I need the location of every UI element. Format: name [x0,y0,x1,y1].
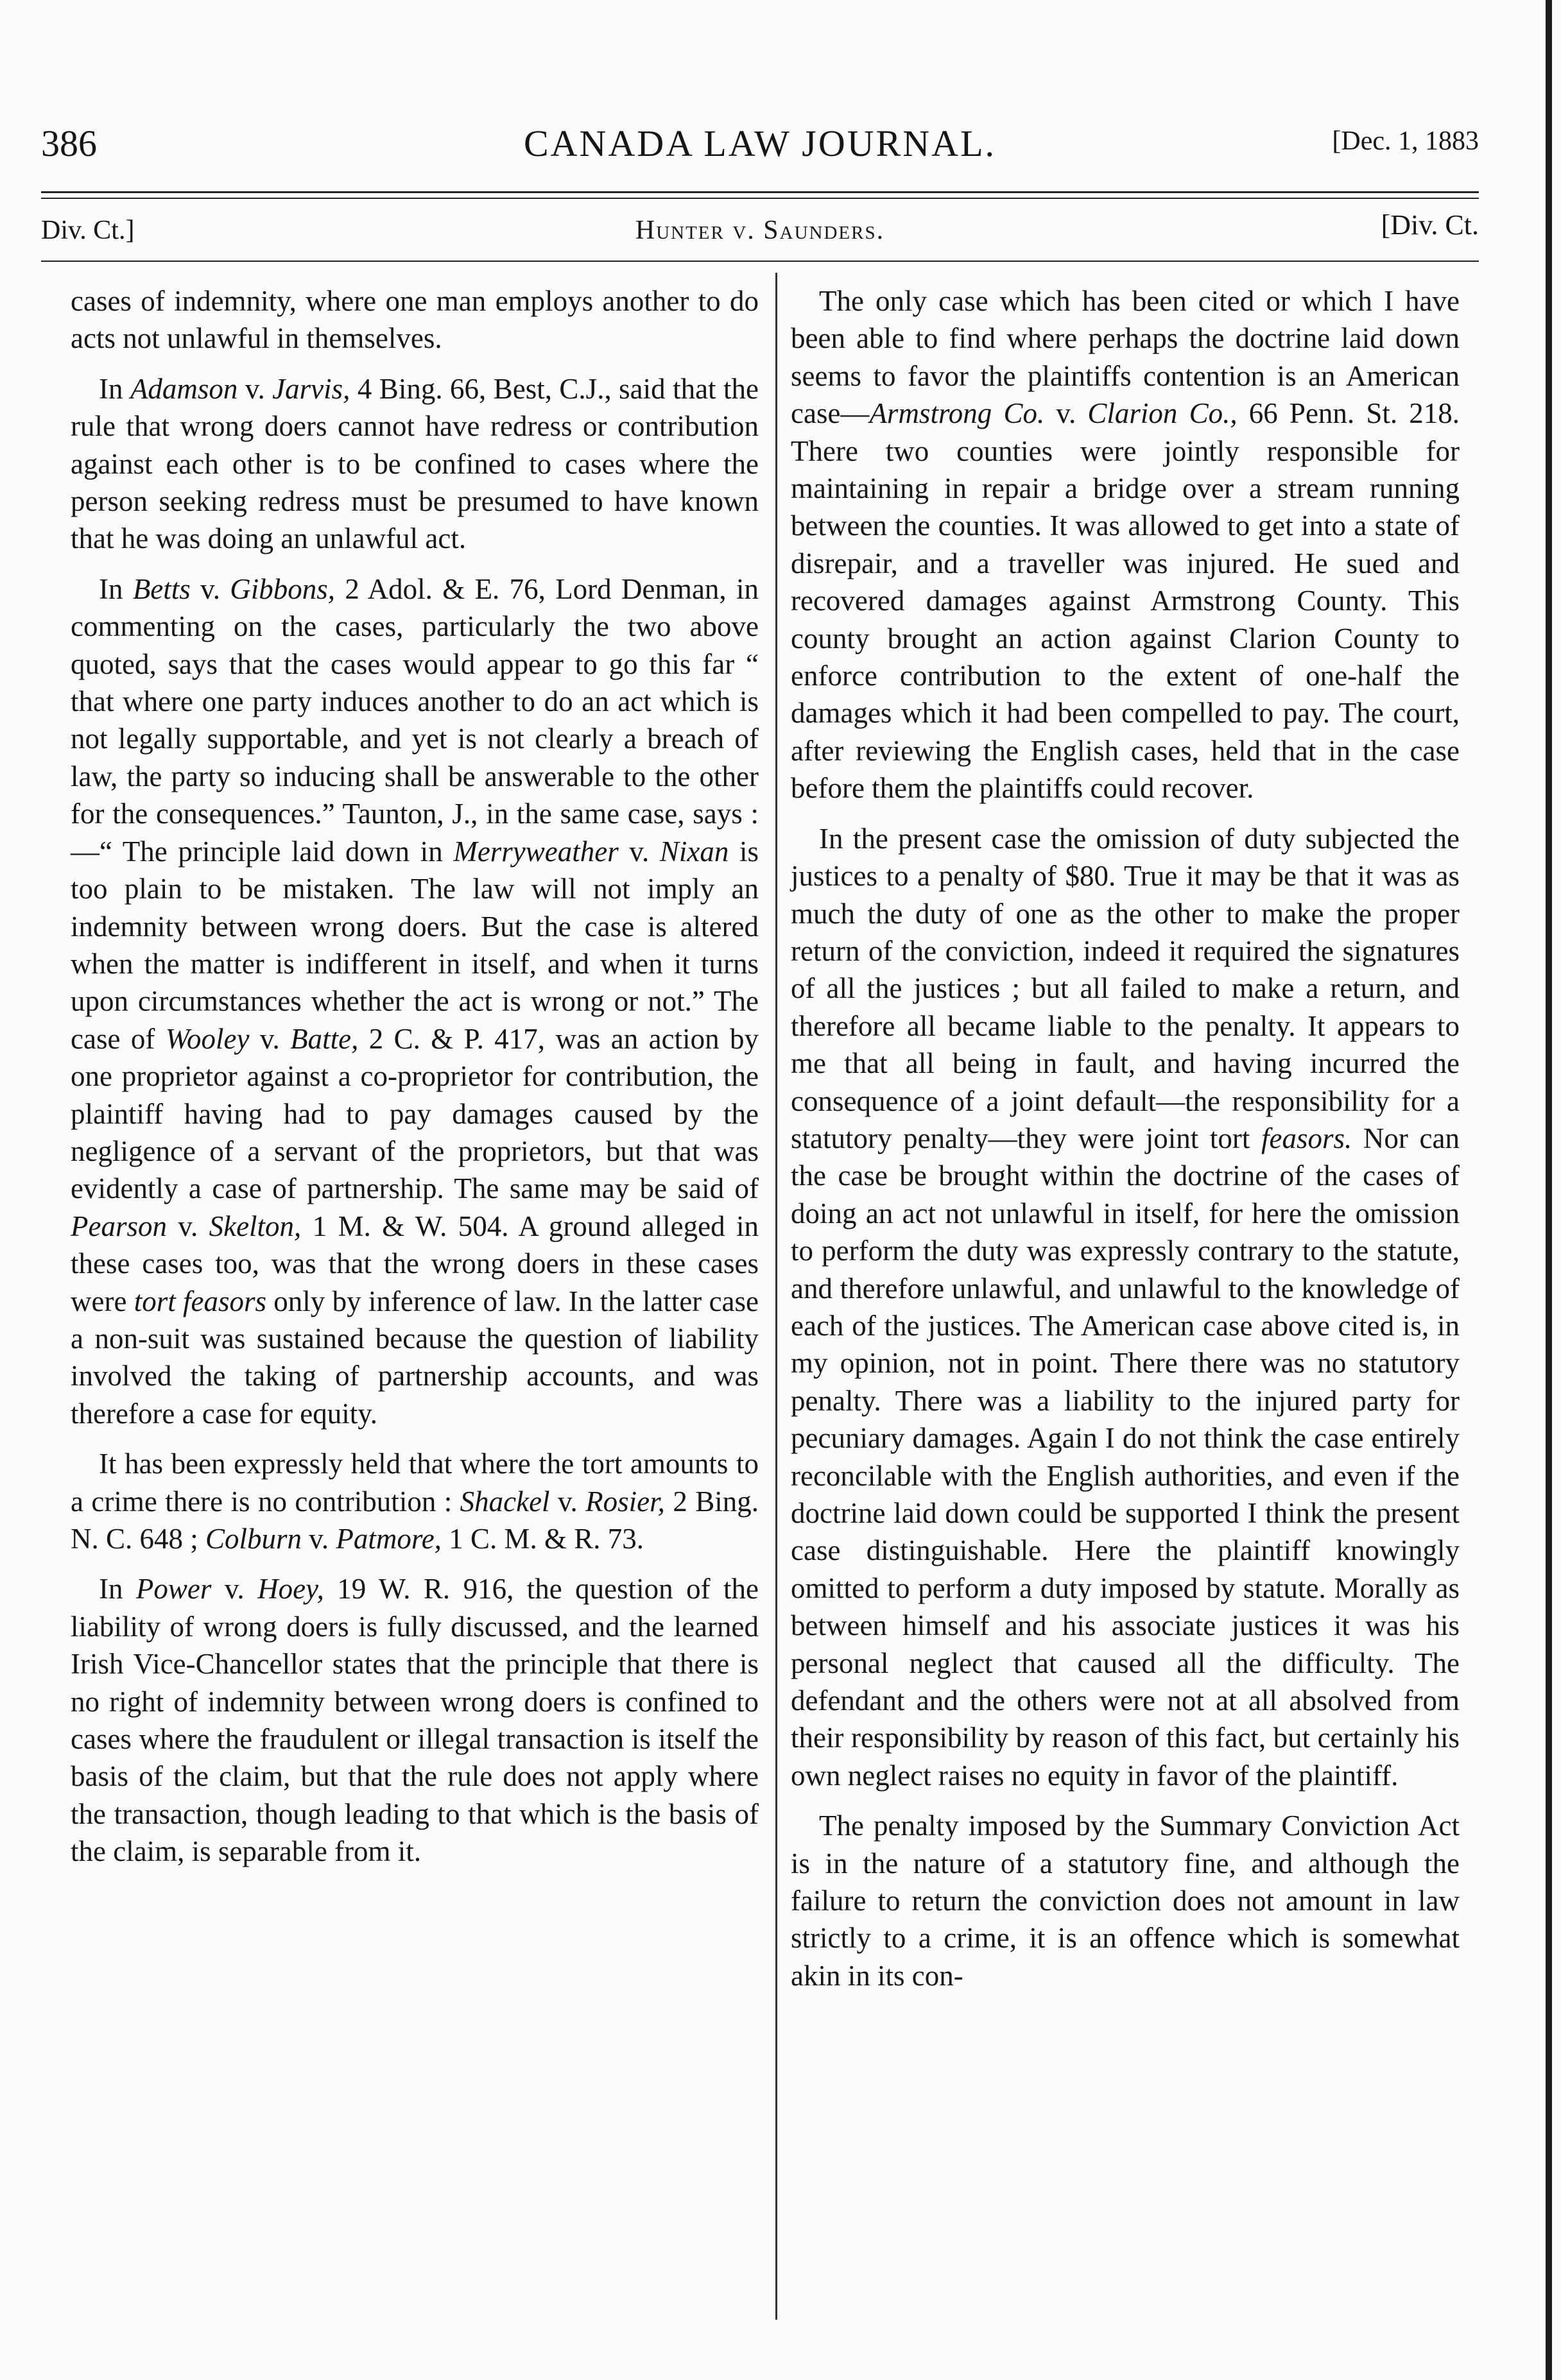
paragraph [71,570,759,1432]
text-run: The only case which has been cited or which I have been able to find where perhaps the doctrine laid down seems to favor the plaintiffs contention is an American case— [791,285,1460,430]
text-run: 66 Penn. St. 218. There two counties were jointly responsible for maintaining in repair a bridge over a stream running between the counties. It was allowed to get into a state of disrepair, and a traveller was injured. He sued and recovered damages against Armstrong County. This county brought an action against Clarion County to enforce contribution to the extent of one-half the damages which it had been compelled to pay. The court, after reviewing the English cases, held that in the case before them the plaintiffs could recover. [791,397,1460,805]
text-run: 4 Bing. 66, Best, C.J., said that the rule that wrong doers cannot have redress or contribution against each other is to be confined to cases where the person seeking redress must be presumed to have known that he was doing an unlawful act. [71,372,759,555]
italic-case-name: Clarion Co., [1087,397,1238,430]
text-run: v. [249,1022,291,1055]
text-run: is too plain to be mistaken. The law will not imply an indemnity between wrong doers. But the case is altered when the matter is indifferent in itself, and when it turns upon circumstances whether the act is wrong or not.” The case of [71,835,759,1055]
text-run: v. [190,572,230,605]
column-divider [775,273,777,2320]
italic-case-name: Armstrong Co. [869,397,1045,430]
italic-case-name: Colburn [205,1523,302,1555]
text-run: cases of indemnity, where one man employs another to do acts not unlawful in themselves. [71,285,759,355]
paragraph [791,1807,1460,1994]
text-run: Nor can the case be brought within the doctrine of the cases of doing an act not unlawful in itself, for here the omission to perform the duty was expressly contrary to the statute, and therefore unlawful, and unlawful to the knowledge of each of the justices. The American case above cited is, in my opinion, not in point. There there was no statutory penalty. There was a liability to the injured party for pecuniary damages. Again I do not think the case entirely reconcilable with the English authorities, and even if the doctrine laid down could be supported I think the present case distinguishable. Here the plaintiff knowingly omitted to perform a duty imposed by statute. Morally as between himself and his associate justices it was his personal neglect that caused all the difficulty. The defendant and the others were not at all absolved from their responsibility by reason of this fact, but certainly his own neglect raises no equity in favor of the plaintiff. [791,1122,1460,1792]
text-run: In [99,572,133,605]
italic-case-name: Pearson [71,1210,167,1242]
italic-case-name: Batte, [290,1022,359,1055]
case-header-rule [41,261,1479,262]
paragraph [71,1570,759,1870]
case-header [41,209,1479,253]
paragraph [71,370,759,558]
text-run: v. [167,1210,209,1242]
paragraph [71,1445,759,1557]
header-rule-bottom [41,198,1479,199]
court-label-left: Div. Ct.] [41,216,135,245]
text-run: In [99,372,130,405]
italic-case-name: Jarvis, [272,372,350,405]
page-number: 386 [41,123,97,164]
text-run: v. [302,1523,336,1555]
text-run: 2 Bing. N. C. 648 ; [71,1485,759,1555]
text-run: It has been expressly held that where the tort amounts to a crime there is no contribution : [71,1448,759,1518]
text-run: v. [549,1485,586,1518]
text-run: v. [237,372,273,405]
italic-case-name: Gibbons, [230,572,336,605]
running-header [41,122,1479,180]
text-run: 1 M. & W. 504. A ground alleged in these cases too, was that the wrong doers in these cases were [71,1210,759,1317]
text-run: In the present case the omission of duty subjected the justices to a penalty of $80. True it may be that it was as much the duty of one as the other to make the proper return of the conviction, indeed it required the signatures of all the justices ; but all failed to make a return, and therefore all became liable to the penalty. It appears to me that all being in fault, and having incurred the consequence of a joint default—the responsibility for a statutory penalty—they were joint tort [791,822,1460,1154]
text-run: The penalty imposed by the Summary Conviction Act is in the nature of a statutory fine, and although the failure to return the conviction does not amount in law strictly to a crime, it is an offence which is somewhat akin in its con- [791,1810,1460,1992]
italic-case-name: Wooley [165,1022,250,1055]
left-column [71,282,759,1883]
text-run: 19 W. R. 916, the question of the liability of wrong doers is fully discussed, and the learned Irish Vice-Chancellor states that the principle that there is no right of indemnity between wrong doers is confined to cases where the fraudulent or illegal transaction is itself the basis of the claim, but that the rule does not apply where the transaction, though leading to that which is the basis of the claim, is separable from it. [71,1573,759,1868]
text-run: v. [618,835,660,868]
italic-case-name: feasors. [1261,1122,1352,1154]
text-run: 2 C. & P. 417, was an action by one proprietor against a co-proprietor for contribution, the plaintiff having had to pay damages caused by the negligence of a servant of the proprietors, but that was evidently a case of partnership. The same may be said of [71,1022,759,1205]
text-run: v. [1044,397,1088,430]
case-title: Hunter v. Saunders. [635,216,885,245]
italic-case-name: Shackel [460,1485,550,1518]
italic-case-name: Betts [132,572,191,605]
text-run: v. [211,1573,258,1605]
paragraph [791,820,1460,1795]
italic-case-name: Skelton, [209,1210,302,1242]
journal-title: CANADA LAW JOURNAL. [523,123,996,164]
page-edge-shadow [1546,0,1552,2380]
text-run: 1 C. M. & R. 73. [441,1523,644,1555]
paragraph [791,282,1460,807]
italic-case-name: Merryweather [453,835,619,868]
issue-date: [Dec. 1, 1883 [1332,126,1479,156]
text-run: In [99,1573,136,1605]
italic-case-name: tort feasors [134,1285,267,1317]
italic-case-name: Adamson [130,372,238,405]
italic-case-name: Rosier, [585,1485,665,1518]
court-label-right: [Div. Ct. [1381,209,1479,241]
italic-case-name: Patmore, [336,1523,442,1555]
paragraph [71,282,759,357]
text-run: only by inference of law. In the latter case a non-suit was sustained because the question of liability involved the taking of partnership accounts, and was therefore a case for equity. [71,1285,759,1430]
italic-case-name: Hoey, [257,1573,324,1605]
italic-case-name: Nixan [659,835,729,868]
right-column [791,282,1460,2007]
italic-case-name: Power [135,1573,212,1605]
header-rule-top [41,191,1479,193]
text-run: 2 Adol. & E. 76, Lord Denman, in commenting on the cases, particularly the two above quoted, says that the cases would appear to go this far “ that where one party induces another to do an act which is not legally supportable, and yet is not clearly a breach of law, the party so inducing shall be answerable to the other for the consequences.” Taunton, J., in the same case, says :—“ The principle laid down in [71,572,759,868]
